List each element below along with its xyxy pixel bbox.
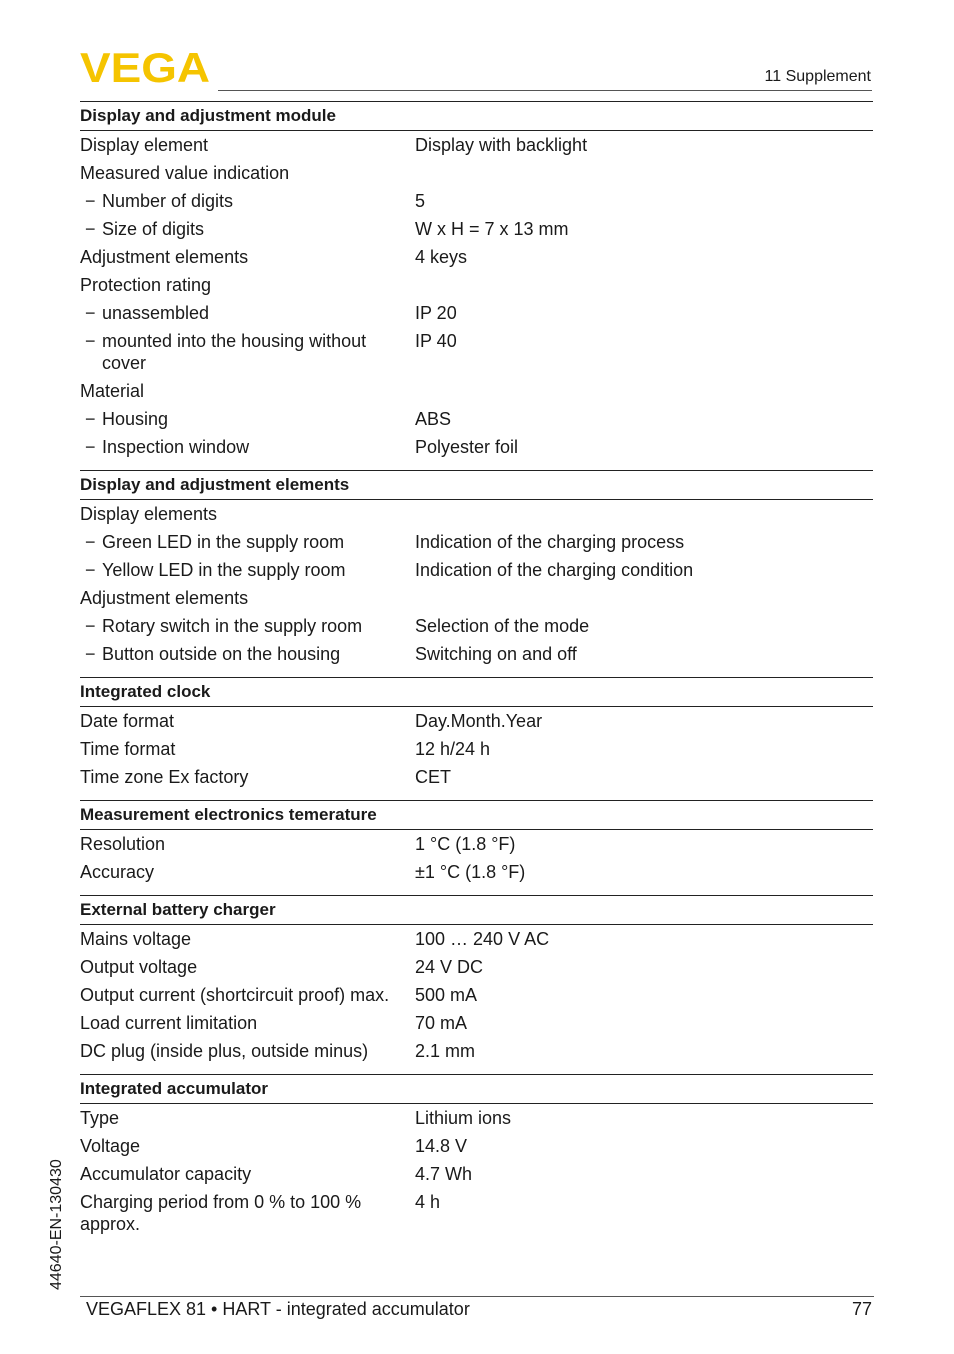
spec-label: DC plug (inside plus, outside minus): [80, 1041, 369, 1061]
spec-label: − Button outside on the housing: [80, 643, 415, 665]
spec-label: Output voltage: [80, 957, 198, 977]
section-title: External battery charger: [80, 896, 873, 925]
spec-section: [80, 800, 873, 886]
spec-value: 1 °C (1.8 °F): [415, 834, 516, 854]
vega-logo: [80, 50, 212, 84]
spec-row: [80, 830, 873, 858]
spec-value: 2.1 mm: [415, 1041, 476, 1061]
spec-label: − Size of digits: [80, 218, 415, 240]
spec-label: Charging period from 0 % to 100 % approx.: [80, 1192, 362, 1234]
spec-value: [415, 503, 873, 525]
spec-value: 4.7 Wh: [415, 1164, 473, 1184]
spec-row: [80, 405, 873, 433]
spec-label: Time zone Ex factory: [80, 767, 249, 787]
spec-value: Indication of the charging condition: [415, 560, 694, 580]
spec-label: Display elements: [80, 504, 218, 524]
spec-label: Load current limitation: [80, 1013, 258, 1033]
spec-label: Date format: [80, 711, 175, 731]
spec-row: [80, 1160, 873, 1188]
spec-label: Accumulator capacity: [80, 1164, 252, 1184]
spec-row: [80, 1132, 873, 1160]
spec-row: [80, 243, 873, 271]
section-title: Integrated accumulator: [80, 1075, 873, 1104]
spec-value: Indication of the charging process: [415, 532, 685, 552]
spec-value: [415, 587, 873, 609]
spec-value: ±1 °C (1.8 °F): [415, 862, 526, 882]
spec-row: [80, 640, 873, 668]
spec-label: Protection rating: [80, 275, 212, 295]
spec-label: − Inspection window: [80, 436, 415, 458]
document-code: 44640-EN-130430: [48, 1159, 65, 1290]
spec-row: [80, 327, 873, 377]
spec-row: [80, 858, 873, 886]
spec-label: Resolution: [80, 834, 166, 854]
spec-row: [80, 1037, 873, 1065]
spec-row: [80, 1009, 873, 1037]
spec-row: [80, 1104, 873, 1132]
spec-value: 12 h/24 h: [415, 739, 491, 759]
spec-label: Type: [80, 1108, 120, 1128]
spec-label: Material: [80, 381, 145, 401]
spec-value: 4 keys: [415, 247, 468, 267]
spec-label: − unassembled: [80, 302, 415, 324]
spec-section: [80, 677, 873, 791]
spec-label: Output current (shortcircuit proof) max.: [80, 985, 390, 1005]
spec-row: [80, 981, 873, 1009]
spec-row: [80, 763, 873, 791]
spec-row: [80, 433, 873, 461]
spec-value: [415, 274, 873, 296]
spec-label: Mains voltage: [80, 929, 192, 949]
spec-value: 5: [415, 191, 426, 211]
section-title: Integrated clock: [80, 678, 873, 707]
spec-label: Voltage: [80, 1136, 141, 1156]
spec-section: [80, 101, 873, 461]
spec-value: W x H = 7 x 13 mm: [415, 219, 569, 239]
spec-value: Switching on and off: [415, 644, 577, 664]
spec-value: Lithium ions: [415, 1108, 512, 1128]
spec-row: [80, 215, 873, 243]
spec-row: [80, 131, 873, 159]
spec-label: Measured value indication: [80, 163, 290, 183]
spec-label: Accuracy: [80, 862, 155, 882]
spec-row: [80, 735, 873, 763]
spec-value: IP 40: [415, 331, 457, 351]
spec-row: [80, 556, 873, 584]
section-title: Display and adjustment module: [80, 102, 873, 131]
header-section-label: 11 Supplement: [764, 68, 871, 85]
spec-content: [80, 101, 873, 1247]
spec-row: [80, 584, 873, 612]
spec-row: [80, 500, 873, 528]
spec-value: Day.Month.Year: [415, 711, 543, 731]
spec-section: [80, 895, 873, 1065]
footer-divider: [80, 1296, 874, 1297]
spec-label: − Number of digits: [80, 190, 415, 212]
spec-value: IP 20: [415, 303, 457, 323]
spec-row: [80, 187, 873, 215]
spec-label: Display element: [80, 135, 209, 155]
spec-value: Selection of the mode: [415, 616, 590, 636]
spec-value: [415, 162, 873, 184]
header-divider: [218, 90, 872, 91]
section-title: Measurement electronics temerature: [80, 801, 873, 830]
spec-label: − Yellow LED in the supply room: [80, 559, 415, 581]
spec-label: − Rotary switch in the supply room: [80, 615, 415, 637]
spec-label: Adjustment elements: [80, 247, 249, 267]
spec-value: CET: [415, 767, 451, 787]
page-number: 77: [851, 1299, 872, 1319]
section-title: Display and adjustment elements: [80, 471, 873, 500]
spec-row: [80, 612, 873, 640]
spec-row: [80, 377, 873, 405]
spec-row: [80, 953, 873, 981]
spec-label: Adjustment elements: [80, 588, 249, 608]
spec-value: 4 h: [415, 1192, 441, 1212]
footer-title: VEGAFLEX 81 • HART - integrated accumulator: [86, 1299, 470, 1319]
spec-value: [415, 380, 873, 402]
spec-row: [80, 925, 873, 953]
spec-value: 70 mA: [415, 1013, 468, 1033]
spec-section: [80, 470, 873, 668]
logo-text: VEGA: [80, 50, 210, 84]
spec-row: [80, 1188, 873, 1238]
spec-label: Time format: [80, 739, 176, 759]
spec-row: [80, 528, 873, 556]
spec-label: − mounted into the housing without cover: [80, 330, 415, 374]
spec-row: [80, 299, 873, 327]
spec-value: 500 mA: [415, 985, 478, 1005]
spec-label: − Green LED in the supply room: [80, 531, 415, 553]
spec-row: [80, 271, 873, 299]
spec-value: 24 V DC: [415, 957, 484, 977]
spec-value: 100 … 240 V AC: [415, 929, 550, 949]
spec-row: [80, 707, 873, 735]
spec-value: Polyester foil: [415, 437, 519, 457]
spec-label: − Housing: [80, 408, 415, 430]
spec-value: ABS: [415, 409, 452, 429]
spec-value: Display with backlight: [415, 135, 588, 155]
spec-row: [80, 159, 873, 187]
spec-value: 14.8 V: [415, 1136, 468, 1156]
spec-section: [80, 1074, 873, 1238]
